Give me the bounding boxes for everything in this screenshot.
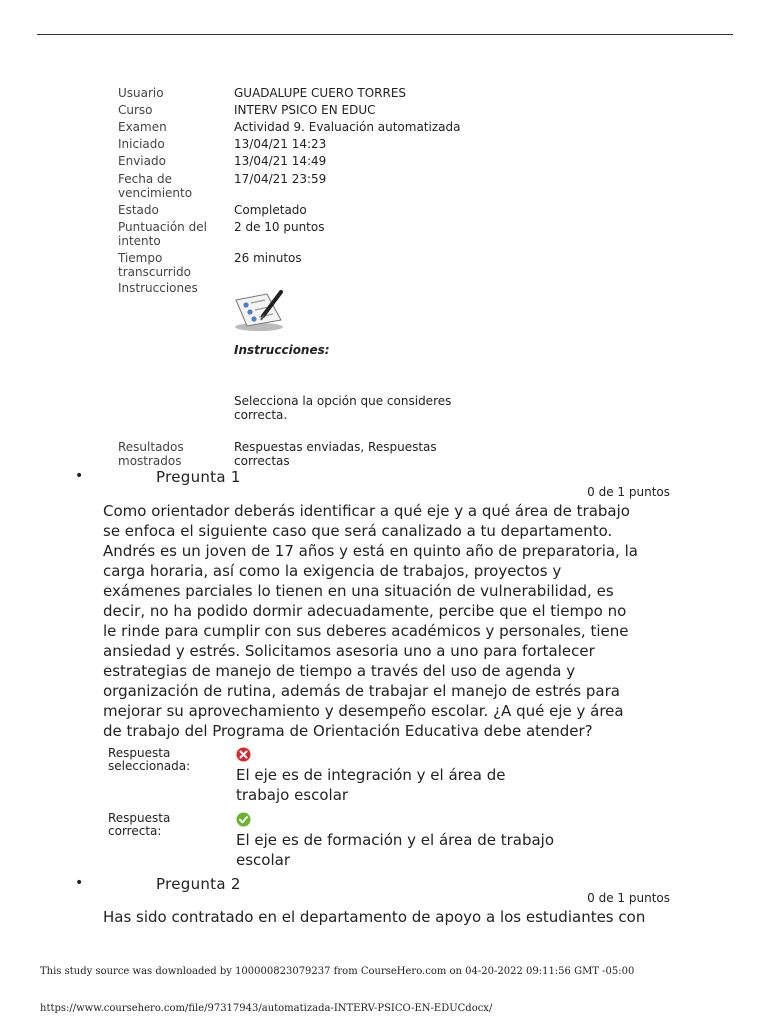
question-2-title: Pregunta 2 [156,875,241,893]
meta-label: Instrucciones [118,281,198,295]
check-icon [236,812,251,831]
meta-value: 2 de 10 puntos [234,220,325,234]
incorrect-icon [236,747,251,766]
question-2-text: Has sido contratado en el departamento de apoyo a los estudiantes con [103,908,646,926]
meta-value: 26 minutos [234,251,302,265]
download-notice: This study source was downloaded by 100000823079237 from CourseHero.com on 04-20-2022 09:11:56 GMT -05:00 [40,966,635,977]
meta-label: Curso [118,103,153,117]
question-bullet: • [75,875,84,891]
meta-value: Respuestas enviadas, Respuestas correctas [234,440,437,468]
top-divider [37,34,733,35]
meta-label: Enviado [118,154,166,168]
instructions-heading: Instrucciones: [234,343,330,357]
question-1-title: Pregunta 1 [156,468,241,486]
meta-value: GUADALUPE CUERO TORRES [234,86,407,100]
meta-label: Resultados mostrados [118,440,184,468]
checklist-pencil-icon [233,290,287,336]
meta-value: 13/04/21 14:49 [234,154,327,168]
question-2-points: 0 de 1 puntos [587,891,670,905]
meta-value: Completado [234,203,307,217]
meta-label: Fecha de vencimiento [118,172,193,200]
question-bullet: • [75,468,84,484]
meta-label: Tiempo transcurrido [118,251,192,279]
meta-value: INTERV PSICO EN EDUC [234,103,376,117]
source-url[interactable]: https://www.coursehero.com/file/97317943/automatizada-INTERV-PSICO-EN-EDUCdocx/ [40,1003,493,1014]
meta-label: Puntuación del intento [118,220,207,248]
instructions-text: Selecciona la opción que consideres correcta. [234,394,452,422]
meta-label: Estado [118,203,159,217]
meta-value: 13/04/21 14:23 [234,137,327,151]
question-1-points: 0 de 1 puntos [587,485,670,499]
meta-value: Actividad 9. Evaluación automatizada [234,120,461,134]
correct-answer-label: Respuesta correcta: [108,811,171,838]
selected-answer-text: El eje es de integración y el área de trabajo escolar [236,766,506,804]
meta-value: 17/04/21 23:59 [234,172,327,186]
correct-answer-text: El eje es de formación y el área de trabajo escolar [236,831,555,869]
question-1-text: Como orientador deberás identificar a qué eje y a qué área de trabajo se enfoca el siguiente caso que será canalizado a tu departamento. Andrés es un joven de 17 años y está en quinto año de preparatoria, la carga horaria, así como la exigencia de trabajos, proyectos y exámenes parciales lo tienen en una situación de vulnerabilidad, es decir, no ha podido dormir adecuadamente, percibe que el tiempo no le rinde para cumplir con sus deberes académicos y personales, tiene ansiedad y estrés. Solicitamos asesoria uno a uno para fortalecer estrategias de manejo de tiempo a través del uso de agenda y organización de rutina, además de trabajar el manejo de estrés para mejorar su aprovechamiento y desempeño escolar. ¿A qué eje y área de trabajo del Programa de Orientación Educativa debe atender? [103,502,638,740]
selected-answer-label: Respuesta seleccionada: [108,746,191,773]
meta-label: Examen [118,120,167,134]
meta-label: Iniciado [118,137,165,151]
meta-label: Usuario [118,86,164,100]
